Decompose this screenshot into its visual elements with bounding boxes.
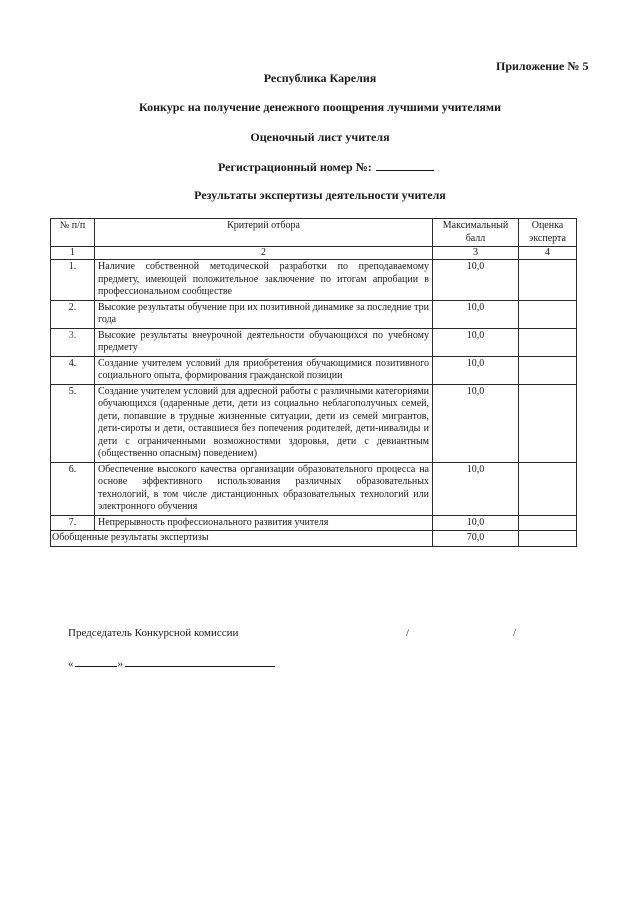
row-expert-score[interactable] (519, 515, 577, 531)
row-criterion: Непрерывность профессионального развития учителя (95, 515, 433, 531)
evaluation-table (50, 218, 577, 547)
row-number: 4. (51, 356, 95, 384)
table-row (51, 356, 577, 384)
row-expert-score[interactable] (519, 384, 577, 462)
date-quote-open: « (68, 658, 74, 670)
col-number: 1 (51, 247, 95, 260)
sheet-title: Оценочный лист учителя (250, 130, 390, 144)
row-criterion: Создание учителем условий для приобретения обучающимися позитивного социального опыта, формирования гражданской позиции (95, 356, 433, 384)
row-max-score: 10,0 (433, 328, 519, 356)
row-expert-score[interactable] (519, 260, 577, 301)
row-criterion: Высокие результаты внеурочной деятельности обучающихся по учебному предмету (95, 328, 433, 356)
row-number: 3. (51, 328, 95, 356)
table-row (51, 515, 577, 531)
col-number: 4 (519, 247, 577, 260)
row-max-score: 10,0 (433, 462, 519, 515)
row-number: 6. (51, 462, 95, 515)
registration-blank (376, 158, 434, 171)
col-number: 3 (433, 247, 519, 260)
row-criterion: Высокие результаты обучение при их позитивной динамике за последние три года (95, 300, 433, 328)
row-max-score: 10,0 (433, 260, 519, 301)
row-expert-score[interactable] (519, 462, 577, 515)
header-num: № п/п (51, 219, 95, 247)
signature-separator: / (513, 627, 517, 639)
table-row (51, 462, 577, 515)
results-title: Результаты экспертизы деятельности учителя (194, 188, 446, 202)
row-expert-score[interactable] (519, 300, 577, 328)
header-max: Максимальный балл (433, 219, 519, 247)
table-row (51, 260, 577, 301)
contest-title: Конкурс на получение денежного поощрения лучшими учителями (138, 100, 502, 114)
total-row (51, 531, 577, 547)
table-row (51, 328, 577, 356)
row-max-score: 10,0 (433, 300, 519, 328)
column-number-row (51, 247, 577, 260)
header-expert: Оценка эксперта (519, 219, 577, 247)
total-max-score: 70,0 (433, 531, 519, 547)
row-number: 5. (51, 384, 95, 462)
republic-title: Республика Карелия (263, 71, 377, 85)
registration-number (218, 158, 434, 175)
header-criterion: Критерий отбора (95, 219, 433, 247)
date-day-blank (75, 656, 117, 667)
total-expert-score[interactable] (519, 531, 577, 547)
row-criterion: Создание учителем условий для адресной работы с различными категориями обучающихся (одаренные дети, дети из социально неблагополучных семей, дети, попавшие в трудные жизненные ситуации, дети из семей мигрантов, дети-сироты и дети, оставшиеся без попечения родителей, дети-инвалиды и дети с ограниченными возможностями здоровья, дети с девиантным (общественно опасным) поведением) (95, 384, 433, 462)
chairman-signature-label: Председатель Конкурсной комиссии (68, 627, 239, 639)
signature-separator: / (406, 627, 410, 639)
row-criterion: Наличие собственной методической разработки по преподаваемому предмету, имеющей положительное заключение по итогам апробации в профессиональном сообществе (95, 260, 433, 301)
table-header-row (51, 219, 577, 247)
row-max-score: 10,0 (433, 384, 519, 462)
col-number: 2 (95, 247, 433, 260)
date-quote-close: » (117, 658, 123, 670)
registration-label: Регистрационный номер №: (218, 160, 372, 174)
total-label: Обобщенные результаты экспертизы (51, 531, 433, 547)
table-row (51, 384, 577, 462)
row-expert-score[interactable] (519, 356, 577, 384)
row-number: 2. (51, 300, 95, 328)
date-line (68, 656, 275, 670)
row-max-score: 10,0 (433, 356, 519, 384)
appendix-label: Приложение № 5 (496, 59, 589, 73)
row-criterion: Обеспечение высокого качества организации образовательного процесса на основе эффективного использования различных образовательных технологий, в том числе дистанционных образовательных технологий или электронного обучения (95, 462, 433, 515)
date-month-year-blank (125, 656, 275, 667)
table-row (51, 300, 577, 328)
row-expert-score[interactable] (519, 328, 577, 356)
row-number: 1. (51, 260, 95, 301)
row-max-score: 10,0 (433, 515, 519, 531)
row-number: 7. (51, 515, 95, 531)
